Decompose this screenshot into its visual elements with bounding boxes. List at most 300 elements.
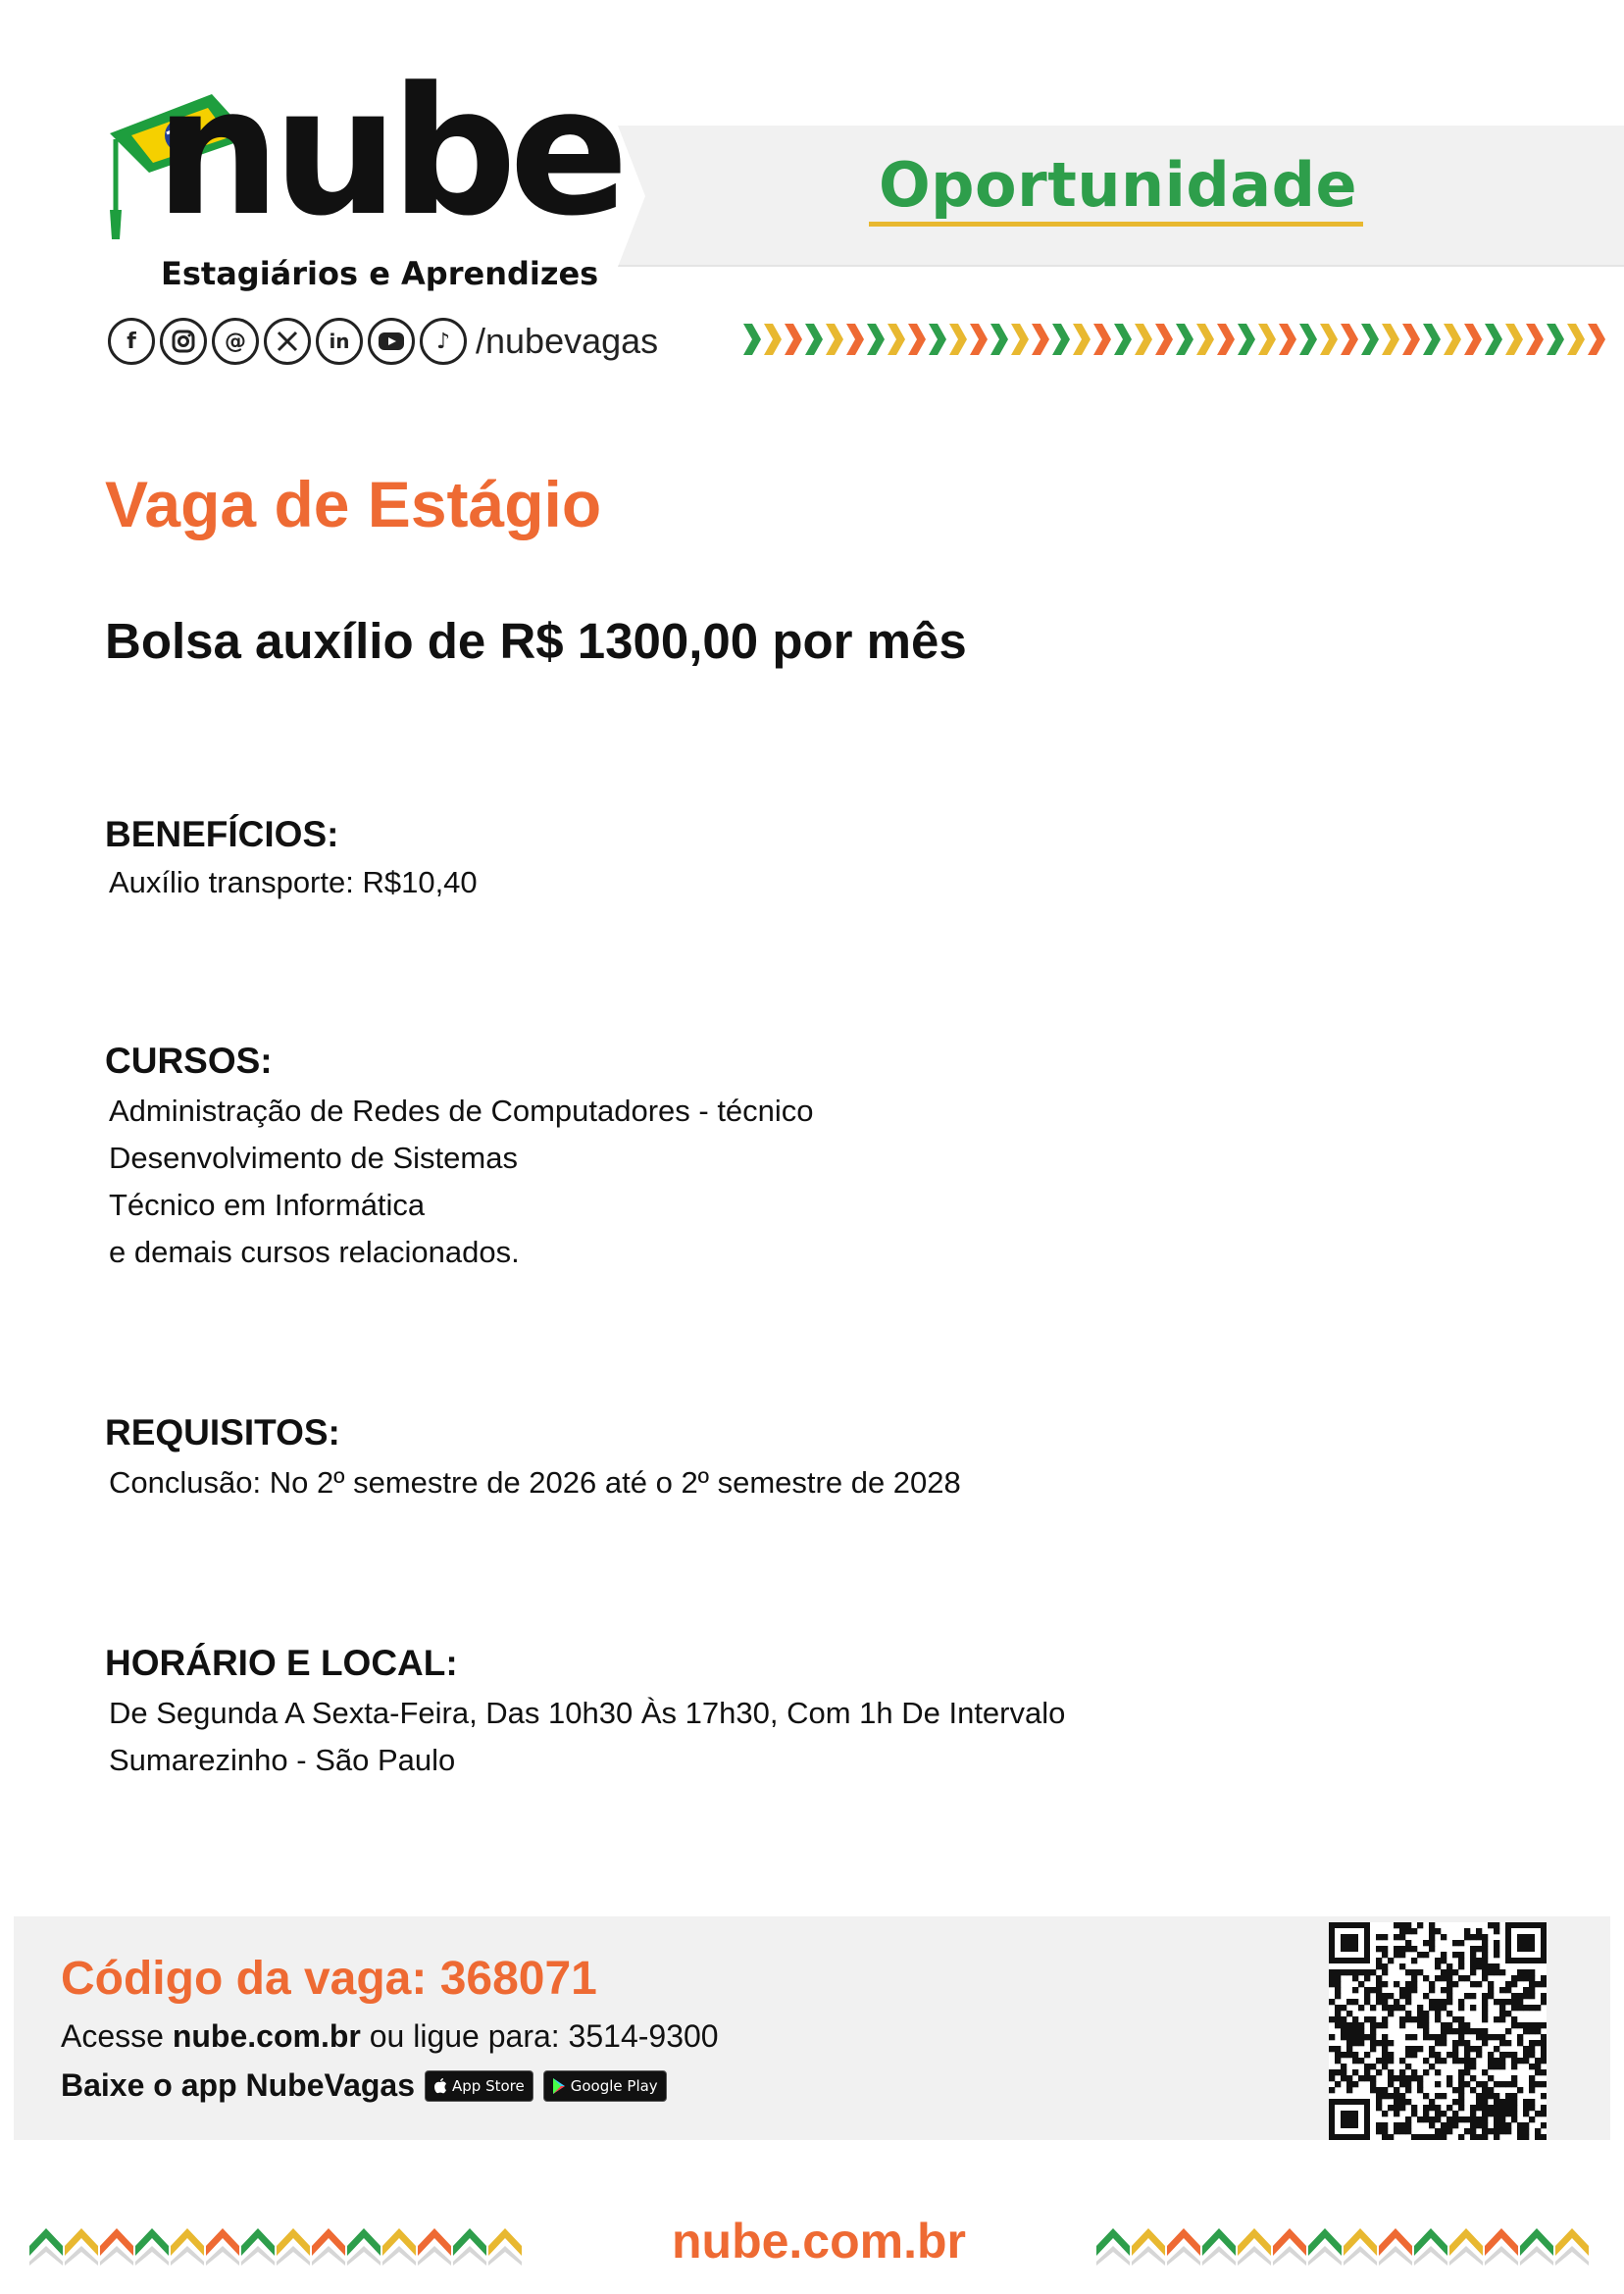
- qr-module: [1494, 1928, 1499, 1934]
- qr-module: [1394, 2099, 1399, 2105]
- qr-module: [1470, 2046, 1476, 2052]
- qr-module: [1352, 1969, 1358, 1975]
- youtube-icon[interactable]: [368, 318, 415, 365]
- qr-module: [1464, 2069, 1470, 2075]
- qr-module: [1441, 2028, 1446, 2034]
- instagram-icon[interactable]: [160, 318, 207, 365]
- qr-module: [1370, 2075, 1376, 2081]
- qr-module: [1364, 1975, 1370, 1981]
- qr-module: [1399, 2005, 1405, 2011]
- qr-module: [1499, 2058, 1505, 2064]
- qr-module: [1399, 1922, 1405, 1928]
- qr-module: [1541, 2122, 1547, 2128]
- qr-module: [1464, 1928, 1470, 1934]
- qr-module: [1382, 2040, 1388, 2046]
- qr-module: [1523, 2052, 1529, 2058]
- qr-module: [1482, 2111, 1488, 2116]
- qr-module: [1541, 1993, 1547, 1999]
- qr-module: [1370, 2016, 1376, 2022]
- qr-module: [1399, 2099, 1405, 2105]
- qr-module: [1488, 1981, 1494, 1987]
- qr-module: [1346, 1999, 1352, 2005]
- bottom-site-link[interactable]: nube.com.br: [671, 2214, 967, 2269]
- qr-module: [1541, 1975, 1547, 1981]
- qr-module: [1446, 2028, 1452, 2034]
- chevron-mark: [867, 324, 885, 355]
- qr-module: [1388, 1958, 1394, 1963]
- qr-module: [1529, 2052, 1535, 2058]
- qr-module: [1417, 1922, 1423, 1928]
- qr-module: [1476, 2105, 1482, 2111]
- qr-module: [1488, 1993, 1494, 1999]
- qr-module: [1376, 1946, 1382, 1952]
- qr-module: [1535, 2128, 1541, 2134]
- qr-module: [1364, 1999, 1370, 2005]
- qr-module: [1435, 1963, 1441, 1969]
- qr-module: [1482, 2028, 1488, 2034]
- chevron-mark: [1588, 324, 1605, 355]
- qr-module: [1446, 1969, 1452, 1975]
- qr-module: [1452, 2099, 1458, 2105]
- qr-module: [1458, 2034, 1464, 2040]
- qr-module: [1494, 1946, 1499, 1952]
- qr-module: [1376, 2099, 1382, 2105]
- google-play-icon: [552, 2078, 566, 2094]
- qr-module: [1399, 2022, 1405, 2028]
- qr-module: [1423, 1993, 1429, 1999]
- google-play-label: Google Play: [570, 2076, 658, 2095]
- qr-module: [1364, 2052, 1370, 2058]
- qr-finder-core: [1341, 1934, 1358, 1952]
- qr-module: [1341, 2052, 1346, 2058]
- qr-module: [1435, 2040, 1441, 2046]
- qr-finder-core: [1341, 2111, 1358, 2128]
- qr-module: [1494, 2134, 1499, 2140]
- qr-module: [1511, 2058, 1517, 2064]
- qr-module: [1435, 2081, 1441, 2087]
- qr-module: [1358, 2028, 1364, 2034]
- qr-module: [1511, 2022, 1517, 2028]
- qr-module: [1346, 2081, 1352, 2087]
- qr-module: [1511, 2005, 1517, 2011]
- qr-module: [1429, 1928, 1435, 1934]
- qr-module: [1441, 2034, 1446, 2040]
- qr-module: [1382, 2058, 1388, 2064]
- chevron-mark: [888, 324, 905, 355]
- qr-module: [1517, 1975, 1523, 1981]
- qr-module: [1382, 2087, 1388, 2093]
- qr-module: [1529, 2022, 1535, 2028]
- qr-module: [1458, 2105, 1464, 2111]
- qr-module: [1541, 2093, 1547, 2099]
- qr-module: [1352, 2058, 1358, 2064]
- qr-module: [1529, 1987, 1535, 1993]
- qr-module: [1435, 2034, 1441, 2040]
- qr-module: [1376, 1981, 1382, 1987]
- qr-module: [1482, 1975, 1488, 1981]
- facebook-icon[interactable]: f: [108, 318, 155, 365]
- contact-site-link[interactable]: nube.com.br: [172, 2018, 361, 2054]
- qr-module: [1346, 2087, 1352, 2093]
- qr-module: [1405, 2081, 1411, 2087]
- qr-module: [1435, 2105, 1441, 2111]
- chevron-pattern-bottom-left: [29, 2220, 539, 2266]
- qr-module: [1435, 1958, 1441, 1963]
- qr-module: [1505, 2099, 1511, 2105]
- qr-module: [1399, 1934, 1405, 1940]
- qr-module: [1370, 2040, 1376, 2046]
- qr-module: [1394, 1946, 1399, 1952]
- qr-module: [1405, 2046, 1411, 2052]
- qr-module: [1435, 1928, 1441, 1934]
- qr-module: [1482, 2081, 1488, 2087]
- qr-module: [1417, 2081, 1423, 2087]
- chevron-mark: [1526, 324, 1544, 355]
- qr-module: [1464, 1934, 1470, 1940]
- qr-module: [1535, 2005, 1541, 2011]
- chevron-pattern-top: [743, 320, 1624, 359]
- qr-module: [1446, 2075, 1452, 2081]
- qr-module: [1494, 2016, 1499, 2022]
- qr-module: [1482, 2011, 1488, 2016]
- qr-module: [1399, 2069, 1405, 2075]
- qr-module: [1470, 2122, 1476, 2128]
- schedule-heading: HORÁRIO E LOCAL:: [105, 1643, 458, 1683]
- qr-module: [1394, 2075, 1399, 2081]
- qr-module: [1541, 2134, 1547, 2140]
- qr-module: [1411, 2075, 1417, 2081]
- tiktok-icon[interactable]: ♪: [420, 318, 467, 365]
- qr-module: [1329, 1975, 1335, 1981]
- qr-module: [1441, 2040, 1446, 2046]
- qr-module: [1376, 2069, 1382, 2075]
- qr-module: [1458, 1999, 1464, 2005]
- qr-module: [1335, 2052, 1341, 2058]
- qr-module: [1370, 2022, 1376, 2028]
- qr-module: [1352, 2040, 1358, 2046]
- qr-module: [1541, 2052, 1547, 2058]
- qr-module: [1499, 2081, 1505, 2087]
- contact-prefix: Acesse: [61, 2018, 173, 2054]
- app-download-label: Baixe o app NubeVagas: [61, 2067, 416, 2103]
- qr-module: [1364, 2016, 1370, 2022]
- qr-module: [1423, 2028, 1429, 2034]
- qr-module: [1458, 2134, 1464, 2140]
- qr-module: [1429, 1981, 1435, 1987]
- qr-module: [1329, 2034, 1335, 2040]
- qr-module: [1505, 1981, 1511, 1987]
- qr-module: [1376, 2105, 1382, 2111]
- qr-module: [1470, 2111, 1476, 2116]
- qr-module: [1399, 2075, 1405, 2081]
- qr-module: [1511, 1999, 1517, 2005]
- qr-module: [1511, 2105, 1517, 2111]
- qr-module: [1464, 2058, 1470, 2064]
- qr-module: [1499, 1987, 1505, 1993]
- qr-module: [1523, 2058, 1529, 2064]
- qr-module: [1329, 1969, 1335, 1975]
- qr-module: [1494, 2128, 1499, 2134]
- chevron-mark: [1258, 324, 1276, 355]
- qr-module: [1423, 2069, 1429, 2075]
- qr-module: [1494, 2116, 1499, 2122]
- qr-module: [1482, 2040, 1488, 2046]
- qr-module: [1405, 2034, 1411, 2040]
- qr-module: [1488, 2064, 1494, 2069]
- qr-module: [1446, 2022, 1452, 2028]
- qr-module: [1405, 1999, 1411, 2005]
- chevron-mark: [908, 324, 926, 355]
- qr-module: [1523, 1969, 1529, 1975]
- qr-module: [1476, 2116, 1482, 2122]
- qr-module: [1335, 2046, 1341, 2052]
- qr-module: [1335, 2081, 1341, 2087]
- qr-module: [1446, 1993, 1452, 1999]
- qr-module: [1435, 2016, 1441, 2022]
- qr-module: [1523, 2005, 1529, 2011]
- qr-module: [1446, 2011, 1452, 2016]
- qr-module: [1446, 1981, 1452, 1987]
- qr-module: [1494, 2111, 1499, 2116]
- qr-module: [1529, 2081, 1535, 2087]
- qr-module: [1541, 2022, 1547, 2028]
- chevron-mark: [1011, 324, 1029, 355]
- qr-module: [1488, 2128, 1494, 2134]
- qr-module: [1376, 1987, 1382, 1993]
- google-play-badge[interactable]: [543, 2070, 667, 2102]
- qr-module: [1541, 1999, 1547, 2005]
- qr-module: [1446, 1975, 1452, 1981]
- logo-wordmark: nube: [155, 50, 622, 255]
- qr-module: [1346, 2052, 1352, 2058]
- qr-module: [1411, 1928, 1417, 1934]
- qr-module: [1452, 1940, 1458, 1946]
- qr-module: [1364, 1987, 1370, 1993]
- qr-module: [1388, 2081, 1394, 2087]
- qr-module: [1470, 1981, 1476, 1987]
- qr-module: [1452, 2122, 1458, 2128]
- qr-module: [1358, 2005, 1364, 2011]
- qr-module: [1358, 1981, 1364, 1987]
- qr-module: [1476, 2046, 1482, 2052]
- qr-module: [1405, 2128, 1411, 2134]
- qr-module: [1423, 2022, 1429, 2028]
- qr-module: [1482, 2116, 1488, 2122]
- qr-module: [1441, 2022, 1446, 2028]
- qr-module: [1423, 2016, 1429, 2022]
- qr-module: [1352, 2052, 1358, 2058]
- qr-module: [1494, 2034, 1499, 2040]
- chevron-mark: [846, 324, 864, 355]
- qr-module: [1441, 2134, 1446, 2140]
- qr-module: [1464, 2116, 1470, 2122]
- qr-module: [1458, 1963, 1464, 1969]
- qr-module: [1394, 2105, 1399, 2111]
- qr-module: [1411, 2134, 1417, 2140]
- qr-module: [1470, 2005, 1476, 2011]
- qr-module: [1541, 1981, 1547, 1987]
- qr-module: [1399, 1963, 1405, 1969]
- qr-module: [1388, 2005, 1394, 2011]
- qr-module: [1488, 1922, 1494, 1928]
- qr-module: [1441, 1958, 1446, 1963]
- qr-module: [1341, 2034, 1346, 2040]
- x-icon[interactable]: [264, 318, 311, 365]
- qr-module: [1429, 2005, 1435, 2011]
- qr-module: [1335, 2011, 1341, 2016]
- qr-module: [1411, 1987, 1417, 1993]
- contact-line: [61, 2018, 719, 2055]
- qr-module: [1388, 2011, 1394, 2016]
- qr-module: [1423, 2111, 1429, 2116]
- qr-module: [1511, 1975, 1517, 1981]
- qr-module: [1476, 2034, 1482, 2040]
- qr-module: [1476, 2099, 1482, 2105]
- qr-module: [1482, 1963, 1488, 1969]
- qr-module: [1476, 1981, 1482, 1987]
- requirements-heading: REQUISITOS:: [105, 1412, 340, 1453]
- banner-title-underline: [869, 222, 1363, 227]
- qr-module: [1482, 2034, 1488, 2040]
- qr-module: [1429, 1999, 1435, 2005]
- qr-module: [1429, 2064, 1435, 2069]
- course-line: e demais cursos relacionados.: [109, 1235, 520, 1269]
- chevron-mark: [1505, 324, 1523, 355]
- qr-module: [1511, 1981, 1517, 1987]
- qr-module: [1329, 1981, 1335, 1987]
- qr-module: [1405, 2116, 1411, 2122]
- qr-module: [1382, 2005, 1388, 2011]
- qr-module: [1435, 2128, 1441, 2134]
- qr-module: [1511, 2081, 1517, 2087]
- qr-module: [1482, 2005, 1488, 2011]
- qr-module: [1470, 1934, 1476, 1940]
- qr-module: [1382, 2022, 1388, 2028]
- qr-module: [1370, 1987, 1376, 1993]
- chevron-mark: [1279, 324, 1296, 355]
- qr-module: [1458, 1952, 1464, 1958]
- qr-module: [1458, 2087, 1464, 2093]
- qr-module: [1446, 2052, 1452, 2058]
- qr-module: [1529, 2064, 1535, 2069]
- qr-module: [1470, 2105, 1476, 2111]
- qr-module: [1452, 2058, 1458, 2064]
- qr-module: [1494, 2064, 1499, 2069]
- qr-module: [1399, 1993, 1405, 1999]
- social-links: [108, 316, 658, 367]
- chevron-mark: [1341, 324, 1358, 355]
- qr-module: [1411, 2046, 1417, 2052]
- qr-module: [1429, 1934, 1435, 1940]
- threads-icon[interactable]: @: [212, 318, 259, 365]
- qr-module: [1352, 2016, 1358, 2022]
- qr-module: [1394, 1999, 1399, 2005]
- qr-finder-core: [1517, 1934, 1535, 1952]
- qr-module: [1517, 2022, 1523, 2028]
- chevron-mark: [1032, 324, 1049, 355]
- qr-module: [1341, 2005, 1346, 2011]
- qr-module: [1417, 2116, 1423, 2122]
- qr-module: [1441, 1975, 1446, 1981]
- qr-module: [1335, 2016, 1341, 2022]
- chevron-mark: [1320, 324, 1338, 355]
- qr-module: [1452, 2046, 1458, 2052]
- qr-module: [1346, 2046, 1352, 2052]
- qr-module: [1458, 2028, 1464, 2034]
- qr-module: [1405, 2075, 1411, 2081]
- qr-module: [1376, 1963, 1382, 1969]
- qr-module: [1499, 2116, 1505, 2122]
- qr-module: [1370, 2034, 1376, 2040]
- qr-module: [1458, 2040, 1464, 2046]
- qr-module: [1505, 2040, 1511, 2046]
- qr-module: [1417, 2005, 1423, 2011]
- qr-module: [1499, 2099, 1505, 2105]
- qr-module: [1458, 2075, 1464, 2081]
- chevron-mark: [990, 324, 1008, 355]
- qr-module: [1464, 1975, 1470, 1981]
- qr-module: [1394, 1952, 1399, 1958]
- qr-module: [1458, 2069, 1464, 2075]
- qr-module: [1346, 2040, 1352, 2046]
- qr-module: [1499, 1999, 1505, 2005]
- qr-module: [1399, 2016, 1405, 2022]
- qr-module: [1429, 2052, 1435, 2058]
- qr-module: [1441, 1952, 1446, 1958]
- qr-module: [1535, 2069, 1541, 2075]
- qr-module: [1482, 1952, 1488, 1958]
- social-handle[interactable]: /nubevagas: [476, 321, 659, 361]
- qr-module: [1382, 1981, 1388, 1987]
- qr-module: [1388, 2105, 1394, 2111]
- qr-module: [1429, 2046, 1435, 2052]
- qr-module: [1476, 1928, 1482, 1934]
- qr-module: [1399, 2105, 1405, 2111]
- qr-module: [1382, 2093, 1388, 2099]
- benefits-heading: BENEFÍCIOS:: [105, 814, 339, 854]
- qr-module: [1423, 2134, 1429, 2140]
- qr-module: [1464, 2046, 1470, 2052]
- qr-module: [1405, 1987, 1411, 1993]
- qr-module: [1388, 2093, 1394, 2099]
- qr-module: [1476, 1958, 1482, 1963]
- qr-module: [1523, 1993, 1529, 1999]
- qr-module: [1376, 2128, 1382, 2134]
- qr-module: [1346, 2011, 1352, 2016]
- qr-module: [1529, 2105, 1535, 2111]
- app-store-badge[interactable]: [425, 2070, 533, 2102]
- qr-module: [1388, 2069, 1394, 2075]
- qr-module: [1488, 1963, 1494, 1969]
- chevron-mark: [1155, 324, 1173, 355]
- qr-module: [1535, 2064, 1541, 2069]
- qr-module: [1488, 2093, 1494, 2099]
- qr-module: [1470, 2087, 1476, 2093]
- qr-code[interactable]: [1329, 1922, 1547, 2140]
- qr-module: [1399, 2058, 1405, 2064]
- qr-module: [1405, 2064, 1411, 2069]
- qr-module: [1435, 2052, 1441, 2058]
- qr-module: [1488, 2087, 1494, 2093]
- linkedin-icon[interactable]: in: [316, 318, 363, 365]
- qr-module: [1394, 1934, 1399, 1940]
- qr-module: [1529, 2005, 1535, 2011]
- qr-module: [1529, 2028, 1535, 2034]
- qr-module: [1417, 2022, 1423, 2028]
- chevron-mark: [1382, 324, 1399, 355]
- qr-module: [1535, 2022, 1541, 2028]
- qr-module: [1358, 2022, 1364, 2028]
